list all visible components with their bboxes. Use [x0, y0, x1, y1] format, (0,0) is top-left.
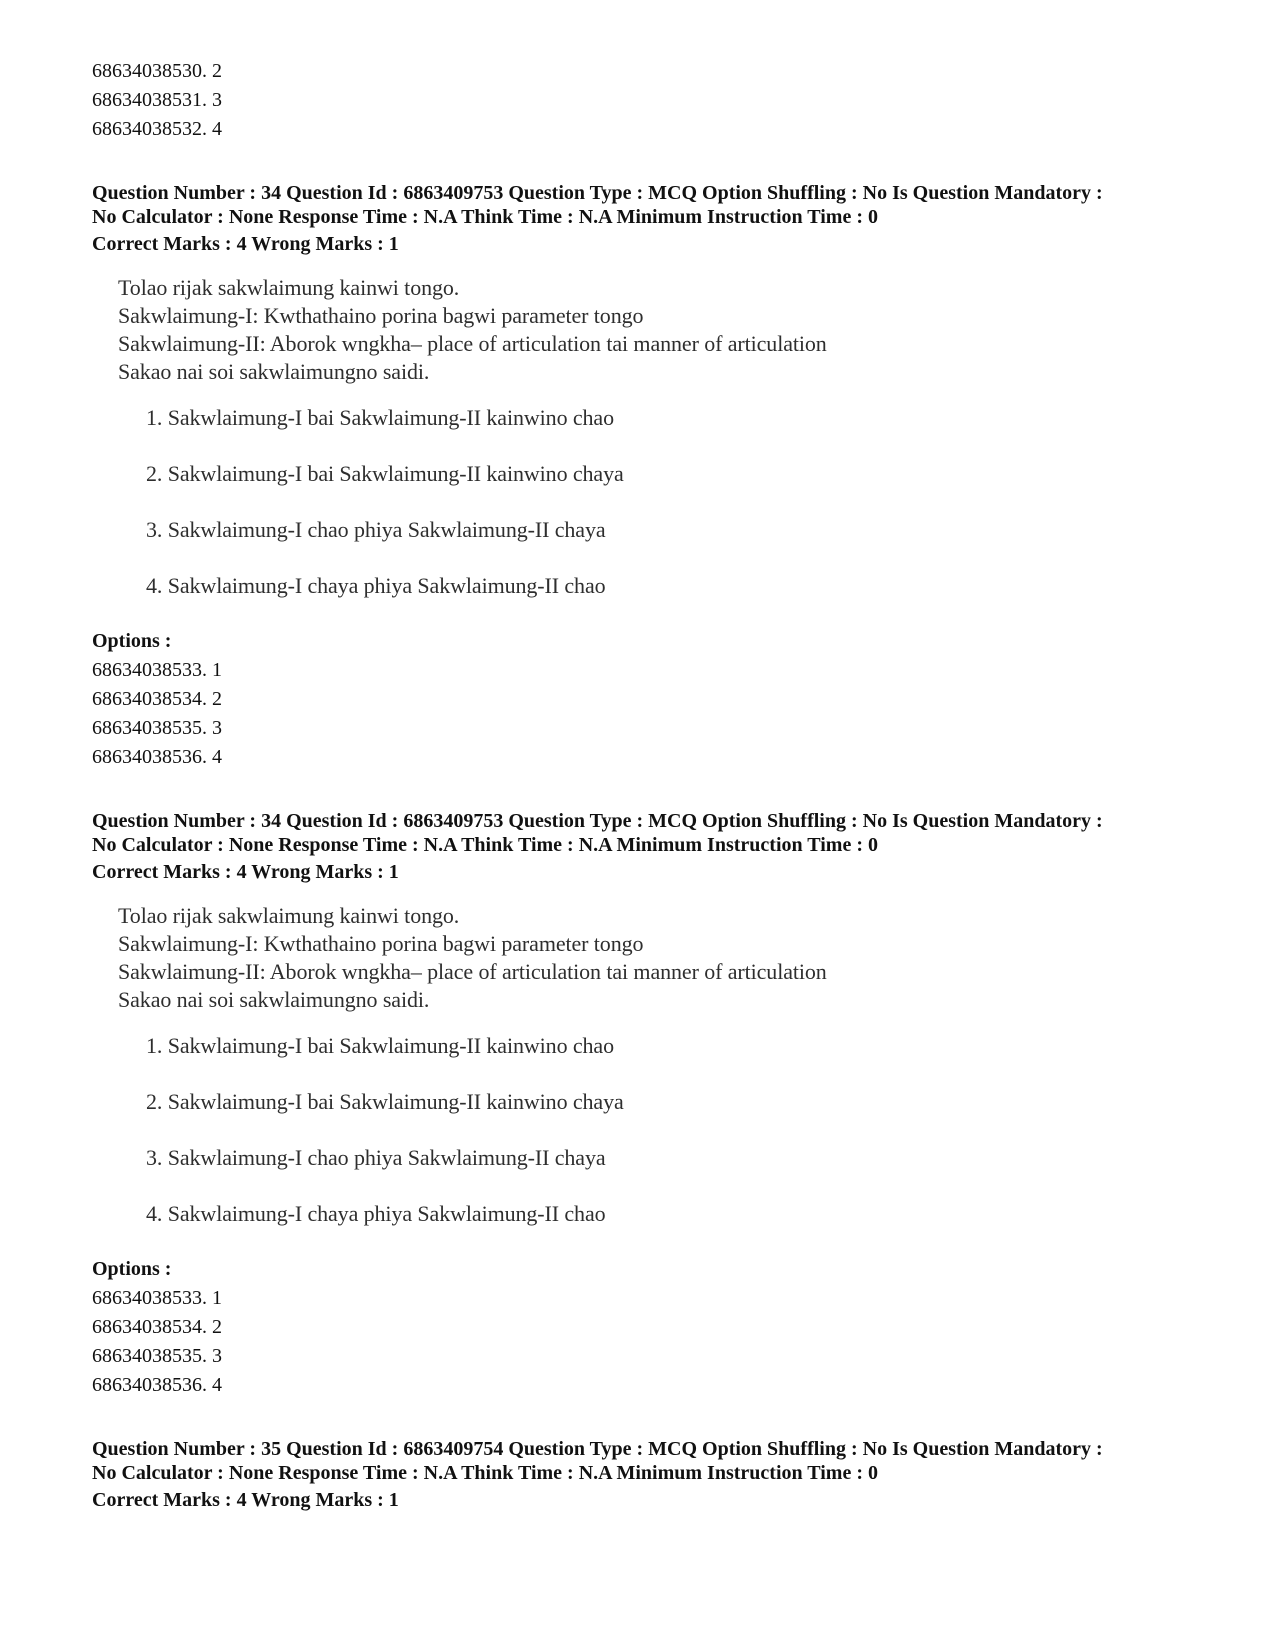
question-meta-line: Question Number : 34 Question Id : 6863409753 Question Type : MCQ Option Shuffling : No Is Question Mandatory : — [92, 810, 1103, 832]
question-image — [118, 274, 1212, 602]
option-line: 68634038534. 2 — [92, 688, 222, 710]
question-block — [92, 181, 1212, 772]
question-meta-line: No Calculator : None Response Time : N.A Think Time : N.A Minimum Instruction Time : 0 — [92, 1462, 878, 1484]
question-meta-line: Question Number : 35 Question Id : 6863409754 Question Type : MCQ Option Shuffling : No Is Question Mandatory : — [92, 1438, 1103, 1460]
question-statement-line: Sakwlaimung-I: Kwthathaino porina bagwi parameter tongo — [118, 303, 644, 328]
question-choice: 4. Sakwlaimung-I chaya phiya Sakwlaimung-II chao — [146, 1201, 606, 1226]
option-line: 68634038536. 4 — [92, 1374, 222, 1396]
options-label: Options : — [92, 1258, 172, 1280]
option-line: 68634038534. 2 — [92, 1316, 222, 1338]
options-label: Options : — [92, 630, 172, 652]
option-line: 68634038532. 4 — [92, 118, 222, 140]
question-statement-line: Sakwlaimung-II: Aborok wngkha– place of articulation tai manner of articulation — [118, 959, 827, 984]
previous-options-list — [92, 57, 1212, 144]
question-statement-line: Tolao rijak sakwlaimung kainwi tongo. — [118, 903, 460, 928]
question-statement-line: Sakwlaimung-I: Kwthathaino porina bagwi parameter tongo — [118, 931, 644, 956]
question-statement-line: Sakao nai soi sakwlaimungno saidi. — [118, 987, 430, 1012]
question-block — [92, 809, 1212, 1400]
question-marks: Correct Marks : 4 Wrong Marks : 1 — [92, 861, 399, 883]
question-statement-line: Tolao rijak sakwlaimung kainwi tongo. — [118, 275, 460, 300]
option-line: 68634038531. 3 — [92, 89, 222, 111]
question-choice: 2. Sakwlaimung-I bai Sakwlaimung-II kainwino chaya — [146, 461, 624, 486]
question-image — [118, 902, 1212, 1230]
question-meta — [92, 1437, 1212, 1485]
option-line: 68634038533. 1 — [92, 659, 222, 681]
question-meta — [92, 809, 1212, 857]
question-choices — [146, 1032, 1212, 1230]
question-choice: 3. Sakwlaimung-I chao phiya Sakwlaimung-II chaya — [146, 517, 606, 542]
question-statement-line: Sakao nai soi sakwlaimungno saidi. — [118, 359, 430, 384]
question-choice: 1. Sakwlaimung-I bai Sakwlaimung-II kainwino chao — [146, 405, 614, 430]
option-line: 68634038530. 2 — [92, 60, 222, 82]
option-line: 68634038536. 4 — [92, 746, 222, 768]
option-line: 68634038535. 3 — [92, 717, 222, 739]
option-line: 68634038535. 3 — [92, 1345, 222, 1367]
document-page — [92, 57, 1212, 1515]
question-choice: 4. Sakwlaimung-I chaya phiya Sakwlaimung-II chao — [146, 573, 606, 598]
question-block — [92, 1437, 1212, 1515]
option-line: 68634038533. 1 — [92, 1287, 222, 1309]
question-meta-line: No Calculator : None Response Time : N.A Think Time : N.A Minimum Instruction Time : 0 — [92, 206, 878, 228]
question-meta-line: No Calculator : None Response Time : N.A Think Time : N.A Minimum Instruction Time : 0 — [92, 834, 878, 856]
question-choices — [146, 404, 1212, 602]
question-meta — [92, 181, 1212, 229]
question-statement-line: Sakwlaimung-II: Aborok wngkha– place of articulation tai manner of articulation — [118, 331, 827, 356]
question-marks: Correct Marks : 4 Wrong Marks : 1 — [92, 1489, 399, 1511]
question-marks: Correct Marks : 4 Wrong Marks : 1 — [92, 233, 399, 255]
question-choice: 1. Sakwlaimung-I bai Sakwlaimung-II kainwino chao — [146, 1033, 614, 1058]
question-choice: 3. Sakwlaimung-I chao phiya Sakwlaimung-II chaya — [146, 1145, 606, 1170]
question-choice: 2. Sakwlaimung-I bai Sakwlaimung-II kainwino chaya — [146, 1089, 624, 1114]
question-meta-line: Question Number : 34 Question Id : 6863409753 Question Type : MCQ Option Shuffling : No Is Question Mandatory : — [92, 182, 1103, 204]
